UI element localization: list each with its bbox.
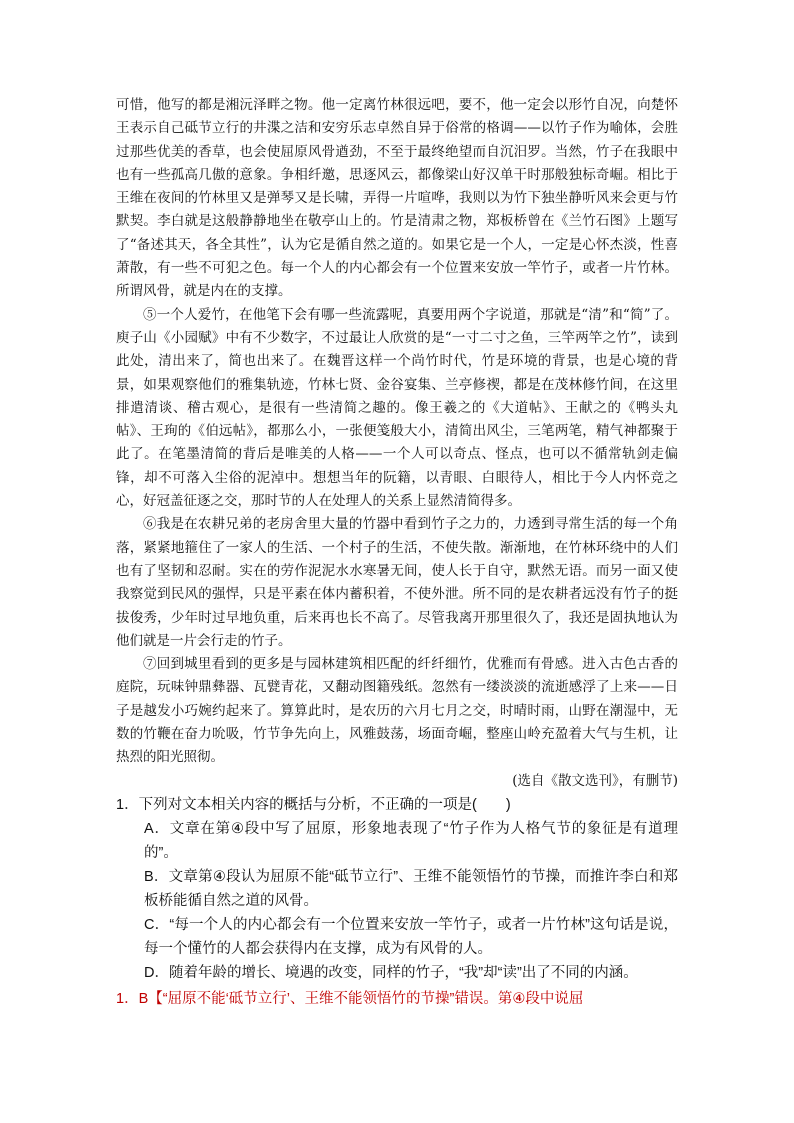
passage-paragraph-5: ⑤一个人爱竹，在他笔下会有哪一些流露呢，真要用两个字说道，那就是“清”和“简”了。庾子山《小园赋》中有不少数字，不过最让人欣赏的是“一寸二寸之鱼，三竿两竿之竹”，读到此处，清出来了，简也出来了。在魏晋这样一个尚竹时代，竹是环境的背景，也是心境的背景，如果观察他们的雅集轨迹，竹林七贤、金谷宴集、兰亭修禊，都是在茂林修竹间，在这里排遣清谈、稽古观心，是很有一些清简之趣的。像王羲之的《大道帖》、王献之的《鸭头丸帖》、王珣的《伯远帖》，都那么小，一张便笺般大小，清简出风尘，三笔两笔，精气神都聚于此了。在笔墨清简的背后是唯美的人格——一个人可以奇点、怪点，也可以不循常轨剑走偏锋，却不可落入尘俗的泥淖中。想想当年的阮籍，以青眼、白眼待人，相比于今人内怀竞之心，好冠盖征逐之交，那时节的人在处理人的关系上显然清简得多。 — [116, 306, 678, 510]
answer-explanation: 1．B【“屈原不能‘砥节立行’、王维不能领悟竹的节操”错误。第④段中说屈 — [116, 990, 584, 1007]
passage-paragraph-7: ⑦回到城里看到的更多是与园林建筑相匹配的纤纤细竹，优雅而有骨感。进入古色古香的庭院，玩味钟鼎彝器、瓦甓青花，又翻动图籍残纸。忽然有一缕淡淡的流逝感浮了上来——日子是越发小巧婉约起来了。算算此时，是农历的六月七月之交，时晴时雨，山野在潮湿中，无数的竹鞭在奋力吮吸，竹节争先向上，风雅鼓荡，场面奇崛，整座山岭充盈着大气与生机，让热烈的阳光照彻。 — [116, 656, 678, 766]
passage-paragraph-4-continued: 可惜，他写的都是湘沅泽畔之物。他一定离竹林很远吧，要不，他一定会以形竹自况，向楚怀王表示自己砥节立行的井渫之洁和安穷乐志卓然自异于俗常的格调——以竹子作为喻体，会胜过那些优美的香草，也会使屈原风骨遒劲，不至于最终绝望而自沉汨罗。当然，竹子在我眼中也有一些孤高几傲的意象。争相纤邀，思逐风云，都像梁山好汉单干时那般独标奇崛。相比于王维在夜间的竹林里又是弹琴又是长啸，弄得一片喧哗，我则以为竹下独坐静听风来会更与竹默契。李白就是这般静静地坐在敬亭山上的。竹是清肃之物，郑板桥曾在《兰竹石图》上题写了“备述其天，各全其性”，认为它是循自然之道的。如果它是一个人，一定是心怀杰淡，性喜萧散，有一些不可犯之色。每一个人的内心都会有一个位置来安放一竿竹子，或者一片竹林。所谓风骨，就是内在的支撑。 — [116, 97, 678, 300]
option-b: B．文章第④段认为屈原不能“砥节立行”、王维不能领悟竹的节操，而推许李白和郑板桥能循自然之道的风骨。 — [144, 868, 678, 909]
option-c: C．“每一个人的内心都会有一个位置来安放一竿竹子，或者一片竹林”这句话是说，每一个懂竹的人都会获得内在支撑，成为有风骨的人。 — [144, 916, 678, 957]
document-page — [116, 94, 678, 1011]
option-a: A．文章在第④段中写了屈原，形象地表现了“竹子作为人格气节的象征是有道理的”。 — [144, 820, 678, 861]
option-d: D．随着年龄的增长、境遇的改变，同样的竹子，“我”却“读”出了不同的内涵。 — [144, 964, 638, 981]
question-block — [116, 793, 678, 985]
passage-paragraph-6: ⑥我是在农耕兄弟的老房舍里大量的竹器中看到竹子之力的，力透到寻常生活的每一个角落，紧紧地箍住了一家人的生活、一个村子的生活，不使失散。渐渐地，在竹林环绕中的人们也有了坚韧和忍耐。实在的劳作泥泥水水寒暑无间，使人长于自守，默然无语。而另一面又使我察觉到民风的强悍，只是平素在体内蓄积着，不使外泄。所不同的是农耕者远没有竹子的挺拔俊秀，少年时过早地负重，后来再也长不高了。尽管我离开那里很久了，我还是固执地认为他们就是一片会行走的竹子。 — [116, 516, 678, 649]
question-stem: 1．下列对文本相关内容的概括与分析，不正确的一项是( ) — [116, 796, 511, 813]
passage-source: (选自《散文选刊》，有删节) — [512, 772, 678, 789]
